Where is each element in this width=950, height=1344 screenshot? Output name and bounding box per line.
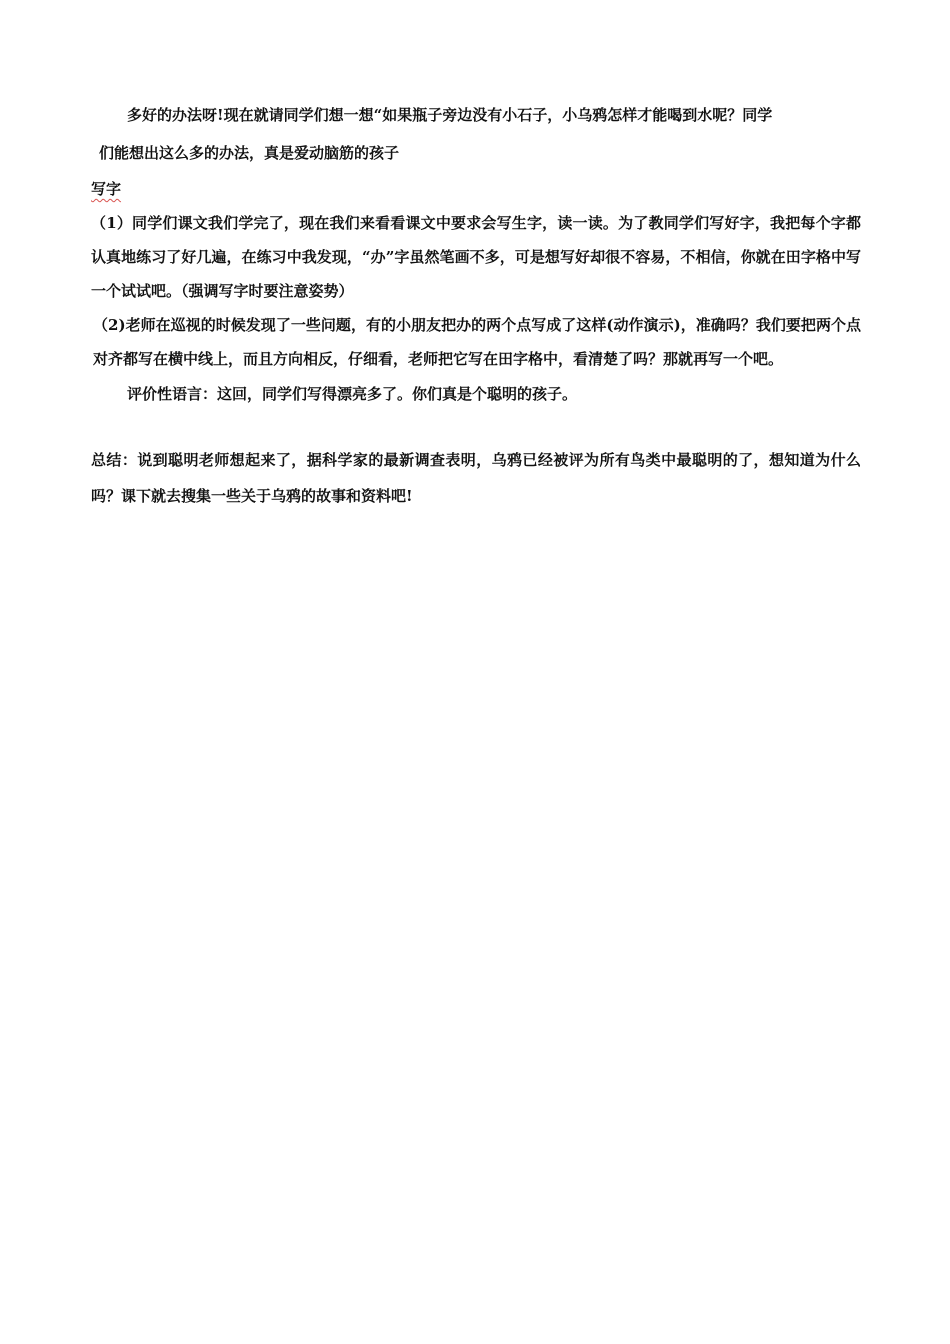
paragraph-item-2: （2)老师在巡视的时候发现了一些问题，有的小朋友把办的两个点写成了这样(动作演示)，准确吗？我们要把两个点对齐都写在横中线上，而且方向相反，仔细看，老师把它写在田字格中，看清楚了吗？那就再写一个吧。	[93, 316, 861, 368]
paragraph-gap	[91, 412, 861, 442]
paragraph-intro	[91, 96, 861, 172]
document-body	[91, 96, 861, 514]
paragraph-intro-line2: 们能想出这么多的办法，真是爱动脑筋的孩子	[99, 144, 400, 162]
section-heading-text: 写字	[91, 180, 122, 198]
paragraph-evaluation: 评价性语言：这回，同学们写得漂亮多了。你们真是个聪明的孩子。	[127, 385, 578, 403]
paragraph-intro-line1: 多好的办法呀!现在就请同学们想一想“如果瓶子旁边没有小石子，小乌鸦怎样才能喝到水呢？同学	[127, 106, 773, 124]
section-heading-writing	[91, 172, 861, 206]
paragraph-item-1: （1）同学们课文我们学完了，现在我们来看看课文中要求会写生字，读一读。为了教同学们写好字，我把每个字都认真地练习了好几遍，在练习中我发现，“办”字虽然笔画不多，可是想写好却很不容易，不相信，你就在田字格中写一个试试吧。（强调写字时要注意姿势）	[91, 214, 861, 300]
paragraph-summary: 总结：说到聪明老师想起来了，据科学家的最新调查表明，乌鸦已经被评为所有鸟类中最聪明的了，想知道为什么吗？课下就去搜集一些关于乌鸦的故事和资料吧!	[91, 451, 861, 505]
